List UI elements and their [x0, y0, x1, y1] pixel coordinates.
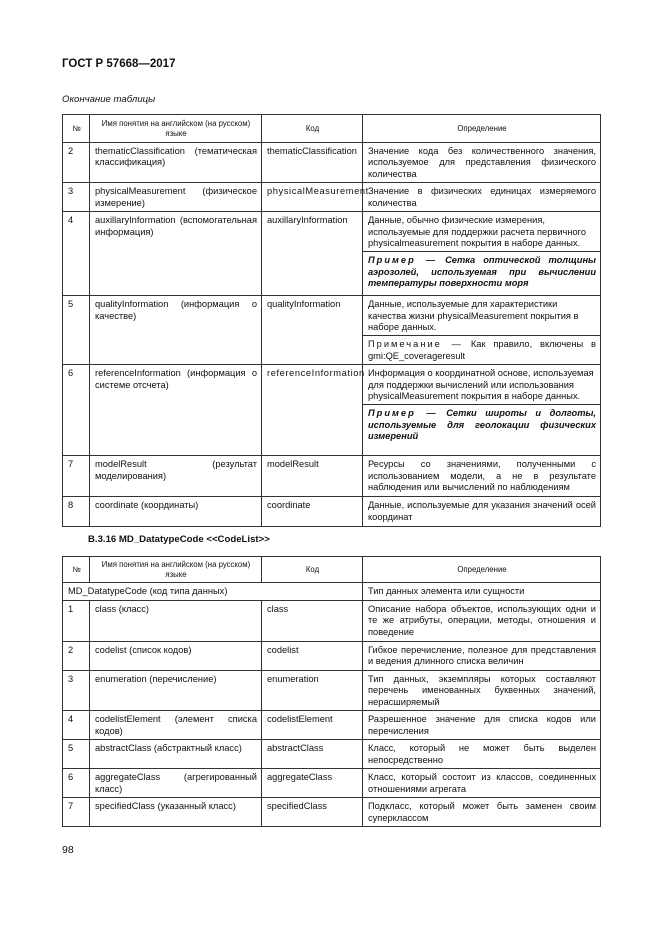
row-num: 7 — [63, 798, 90, 827]
row-definition: Подкласс, который может быть заменен своим суперклассом — [363, 798, 601, 827]
table-row — [63, 365, 601, 456]
header-num: № — [63, 115, 90, 143]
table-header-row — [63, 115, 601, 143]
row-num: 1 — [63, 601, 90, 642]
row-name: coordinate (координаты) — [90, 497, 262, 527]
row-definition: Тип данных, экземпляры которых составляют перечень именованных буквенных значений, нерасширяемый — [363, 671, 601, 711]
row-definition: Значение кода без количественного значения, используемое для представления физического количества — [363, 143, 601, 183]
header-code: Код — [262, 115, 363, 143]
row-definition: Класс, который состоит из классов, соединенных отношениями агрегата — [363, 769, 601, 798]
row-definition — [363, 365, 601, 456]
page-number: 98 — [62, 844, 74, 856]
table-row — [63, 183, 601, 212]
table-row — [63, 711, 601, 740]
row-num: 6 — [63, 769, 90, 798]
row-num: 7 — [63, 456, 90, 497]
row-code: referenceInformation — [262, 365, 363, 456]
row-name: aggregateClass (агрегированный класс) — [90, 769, 262, 798]
row-name: codelistElement (элемент списка кодов) — [90, 711, 262, 740]
table-row — [63, 143, 601, 183]
table-row — [63, 671, 601, 711]
terms-table-continued — [62, 114, 601, 527]
row-code: thematicClassification — [262, 143, 363, 183]
row-num: 3 — [63, 671, 90, 711]
row-definition: Ресурсы со значениями, полученными с использованием модели, а не в результате наблюдения или вычислений по наблюдениям — [363, 456, 601, 497]
row-name: modelResult (результат моделирования) — [90, 456, 262, 497]
row-code: enumeration — [262, 671, 363, 711]
row-num: 2 — [63, 143, 90, 183]
row-name: auxillaryInformation (вспомогательная информация) — [90, 212, 262, 296]
row-code: aggregateClass — [262, 769, 363, 798]
row-num: 3 — [63, 183, 90, 212]
standard-designation: ГОСТ Р 57668—2017 — [62, 58, 176, 70]
row-code: physicalMeasurement — [262, 183, 363, 212]
note-text — [363, 335, 600, 364]
row-name: codelist (список кодов) — [90, 642, 262, 671]
row-num: 2 — [63, 642, 90, 671]
row-num: 5 — [63, 296, 90, 365]
row-num: 8 — [63, 497, 90, 527]
note-body: Как правило, включены в gmi:QE_coverageresult — [368, 339, 596, 361]
table-row — [63, 456, 601, 497]
header-definition: Определение — [363, 115, 601, 143]
row-num: 4 — [63, 212, 90, 296]
row-num: 5 — [63, 740, 90, 769]
note-label: Примечание — — [368, 339, 463, 350]
table-row — [63, 601, 601, 642]
section-title: B.3.16 MD_DatatypeCode <<CodeList>> — [88, 534, 270, 545]
row-definition: Класс, который не может быть выделен непосредственно — [363, 740, 601, 769]
definition-text: Информация о координатной основе, используемая для поддержки вычислений или использования physicalMeasurement покрытия в наборе данных. — [368, 368, 594, 402]
row-code: auxillaryInformation — [262, 212, 363, 296]
group-name: MD_DatatypeCode (код типа данных) — [63, 583, 363, 601]
row-definition — [363, 212, 601, 296]
table-row — [63, 740, 601, 769]
row-name: thematicClassification (тематическая классификация) — [90, 143, 262, 183]
header-num: № — [63, 557, 90, 583]
row-num: 6 — [63, 365, 90, 456]
header-name: Имя понятия на английском (на русском) языке — [90, 557, 262, 583]
table-row — [63, 769, 601, 798]
example-body: Сетки широты и долготы, используемые для геолокации физических измерений — [368, 408, 596, 442]
row-code: codelistElement — [262, 711, 363, 740]
row-code: qualityInformation — [262, 296, 363, 365]
example-label: Пример — — [368, 408, 438, 419]
row-definition: Данные, используемые для указания значений осей координат — [363, 497, 601, 527]
table-row — [63, 642, 601, 671]
row-definition: Значение в физических единицах измеряемого количества — [363, 183, 601, 212]
row-code: specifiedClass — [262, 798, 363, 827]
row-code: class — [262, 601, 363, 642]
group-row — [63, 583, 601, 601]
definition-text: Данные, используемые для характеристики качества жизни physicalMeasurement покрытия в наборе данных. — [368, 299, 579, 333]
table-row — [63, 296, 601, 365]
table-row — [63, 798, 601, 827]
row-name: qualityInformation (информация о качестве) — [90, 296, 262, 365]
header-definition: Определение — [363, 557, 601, 583]
example-text — [363, 404, 600, 444]
definition-text: Данные, обычно физические измерения, используемые для поддержки расчета первичного physicalmeasurement покрытия в наборе данных. — [368, 215, 587, 249]
row-name: class (класс) — [90, 601, 262, 642]
row-name: abstractClass (абстрактный класс) — [90, 740, 262, 769]
row-name: specifiedClass (указанный класс) — [90, 798, 262, 827]
row-definition — [363, 296, 601, 365]
row-name: physicalMeasurement (физическое измерение) — [90, 183, 262, 212]
header-code: Код — [262, 557, 363, 583]
row-name: referenceInformation (информация о системе отсчета) — [90, 365, 262, 456]
row-code: coordinate — [262, 497, 363, 527]
table-row — [63, 212, 601, 296]
row-name: enumeration (перечисление) — [90, 671, 262, 711]
table-continuation-note: Окончание таблицы — [62, 94, 156, 105]
row-code: modelResult — [262, 456, 363, 497]
table-header-row — [63, 557, 601, 583]
row-definition: Разрешенное значение для списка кодов или перечисления — [363, 711, 601, 740]
example-body: Сетка оптической толщины аэрозолей, используемая при вычислении температуры поверхности моря — [368, 255, 596, 289]
row-code: codelist — [262, 642, 363, 671]
row-definition: Гибкое перечисление, полезное для представления и ведения длинного списка величин — [363, 642, 601, 671]
row-code: abstractClass — [262, 740, 363, 769]
row-num: 4 — [63, 711, 90, 740]
row-definition: Описание набора объектов, использующих одни и те же атрибуты, операции, методы, отношения и поведение — [363, 601, 601, 642]
datatype-code-table — [62, 556, 601, 827]
header-name: Имя понятия на английском (на русском) языке — [90, 115, 262, 143]
table-row — [63, 497, 601, 527]
group-definition: Тип данных элемента или сущности — [363, 583, 601, 601]
example-text — [363, 251, 600, 291]
example-label: Пример — — [368, 255, 438, 266]
